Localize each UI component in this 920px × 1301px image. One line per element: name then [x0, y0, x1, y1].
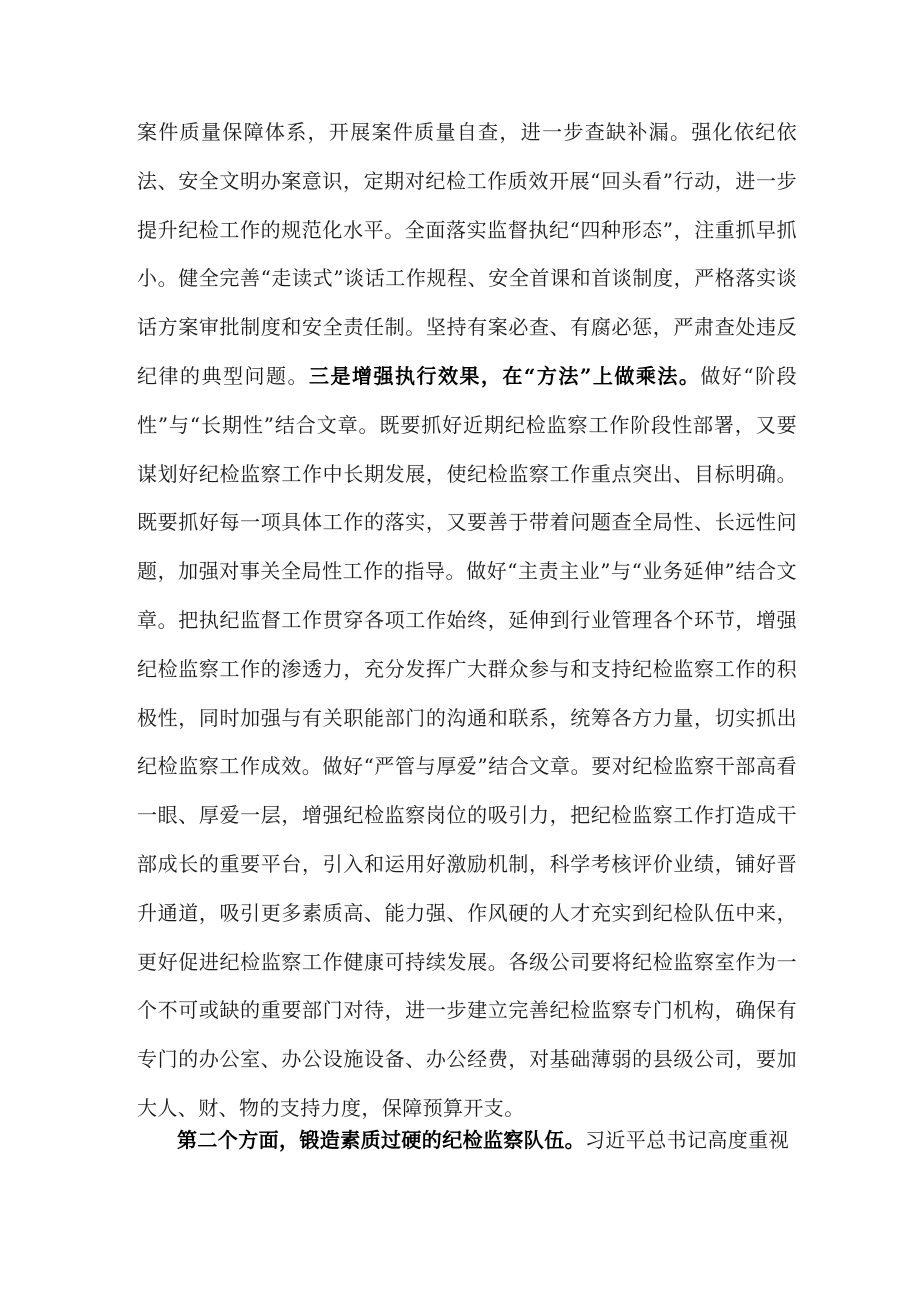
paragraph-text: 案件质量保障体系，开展案件质量自查，进一步查缺补漏。强化依纪依法、安全文明办案意识，定期对纪检工作质效开展“回头看”行动，进一步提升纪检工作的规范化水平。全面落实监督执纪“四种形态”，注重抓早抓小。健全完善“走读式”谈话工作规程、安全首课和首谈制度，严格落实谈话方案审批制度和安全责任制。坚持有案必查、有腐必惩，严肃查处违反纪律的典型问题。: [137, 120, 797, 388]
paragraph-text: 做好“阶段性”与“长期性”结合文章。既要抓好近期纪检监察工作阶段性部署，又要谋划好纪检监察工作中长期发展，使纪检监察工作重点突出、目标明确。既要抓好每一项具体工作的落实，又要善于带着问题查全局性、长远性问题，加强对事关全局性工作的指导。做好“主责主业”与“业务延伸”结合文章。把执纪监督工作贯穿各项工作始终，延伸到行业管理各个环节，增强纪检监察工作的渗透力，充分发挥广大群众参与和支持纪检监察工作的积极性，同时加强与有关职能部门的沟通和联系，统筹各方力量，切实抓出纪检监察工作成效。做好“严管与厚爱”结合文章。要对纪检监察干部高看一眼、厚爱一层，增强纪检监察岗位的吸引力，把纪检监察工作打造成干部成长的重要平台，引入和运用好激励机制，科学考核评价业绩，铺好晋升通道，吸引更多素质高、能力强、作风硬的人才充实到纪检队伍中来，更好促进纪检监察工作健康可持续发展。各级公司要将纪检监察室作为一个不可或缺的重要部门对待，进一步建立完善纪检监察专门机构，确保有专门的办公室、办公设施设备、办公经费，对基础薄弱的县级公司，要加大人、财、物的支持力度，保障预算开支。: [137, 363, 797, 1120]
bold-heading-text: 第二个方面，锻造素质过硬的纪检监察队伍。: [177, 1128, 585, 1152]
bold-heading-text: 三是增强执行效果，在“方法”上做乘法。: [308, 363, 701, 388]
body-paragraph: [137, 108, 797, 1133]
body-paragraph: [137, 1116, 797, 1165]
paragraph-text: 习近平总书记高度重视: [585, 1128, 789, 1152]
